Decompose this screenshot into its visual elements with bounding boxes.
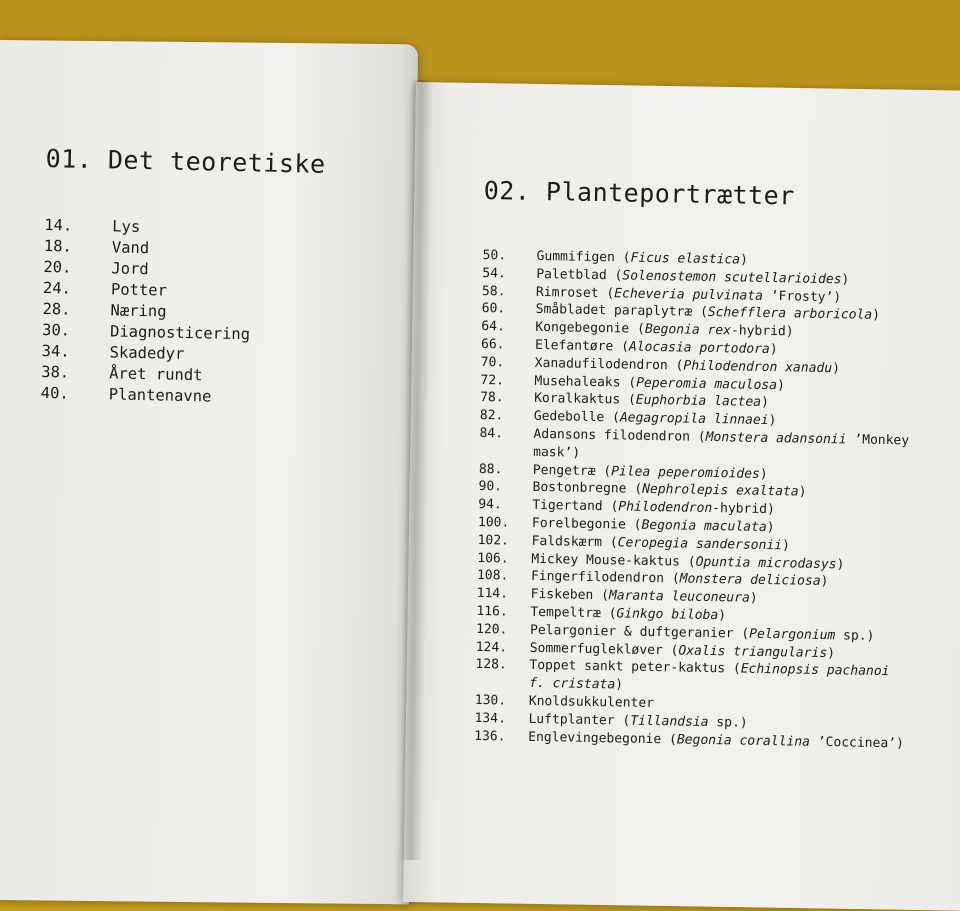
toc-title: Næring <box>110 300 166 322</box>
plant-name-suffix: ) <box>841 272 849 287</box>
page-number: 136. <box>474 727 528 746</box>
plant-name-suffix: -hybrid) <box>712 501 775 517</box>
plant-common-name: Englevingebegonie ( <box>528 729 677 747</box>
plant-latin-name: Pelargonium <box>749 626 835 643</box>
page-number: 88. <box>479 461 533 480</box>
plant-latin-name: Opuntia microdasys <box>696 554 837 571</box>
page-number: 94. <box>478 496 532 515</box>
page-number: 34. <box>41 341 109 363</box>
page-number: 114. <box>477 585 531 604</box>
plant-latin-name: Alocasia portodora <box>629 340 770 357</box>
plant-common-name: Xanadufilodendron ( <box>535 356 684 374</box>
plant-name-suffix: -hybrid) <box>731 324 794 340</box>
plant-common-name: Koralkaktus ( <box>534 391 636 408</box>
plant-name-suffix: ) <box>740 252 748 267</box>
plant-name-suffix: ) <box>782 538 790 553</box>
page-number: 28. <box>42 299 110 321</box>
plant-latin-name: Ficus elastica <box>630 251 740 268</box>
page-number: 90. <box>478 478 532 497</box>
page-number: 100. <box>478 514 532 533</box>
plant-latin-name: Echinopsis pachanoi f. cristata <box>529 662 890 693</box>
plant-common-name: Paletblad ( <box>536 267 622 284</box>
plant-common-name: Tempeltræ ( <box>530 605 616 622</box>
plant-latin-name: Schefflera arboricola <box>708 305 873 323</box>
page-number: 102. <box>477 532 531 551</box>
plant-common-name: Gedebolle ( <box>534 409 620 426</box>
plant-name-suffix: ) <box>615 677 623 692</box>
plant-name-suffix: ) <box>836 557 844 572</box>
plant-latin-name: Maranta leuconeura <box>609 588 750 605</box>
toc-title: Potter <box>111 279 167 301</box>
toc-title: Jord <box>111 258 149 280</box>
plant-name-suffix: ) <box>777 378 785 393</box>
plant-name-suffix: ) <box>767 520 775 535</box>
page-number: 124. <box>476 638 530 657</box>
plant-name-suffix: ) <box>718 608 726 623</box>
toc-title: Lys <box>112 216 140 238</box>
plant-name-suffix: sp.) <box>835 628 874 644</box>
page-number: 54. <box>482 265 536 284</box>
plant-latin-name: Oxalis triangularis <box>678 643 827 661</box>
plant-name-suffix: ) <box>820 574 828 589</box>
plant-latin-name: Aegagropila linnaei <box>620 411 769 429</box>
plant-common-name: Musehaleaks ( <box>534 373 636 390</box>
plant-common-name: Bostonbregne ( <box>532 480 642 497</box>
plant-common-name: Luftplanter ( <box>528 712 630 729</box>
plant-name-suffix: ’Coccinea’) <box>810 734 904 751</box>
page-number: 18. <box>44 236 112 258</box>
plant-latin-name: Euphorbia lactea <box>636 393 761 410</box>
plant-latin-name: Begonia corallina <box>677 732 810 749</box>
toc-title: Diagnosticering <box>110 321 250 345</box>
plant-name-suffix: ) <box>832 361 840 376</box>
plant-latin-name: Philodendron xanadu <box>683 358 832 376</box>
right-page-contents <box>474 176 918 753</box>
plant-common-name: Toppet sankt peter-kaktus ( <box>529 658 741 677</box>
page-number: 82. <box>480 407 534 426</box>
plant-common-name: Mickey Mouse-kaktus ( <box>531 551 696 569</box>
page-number: 20. <box>43 257 111 279</box>
page-number: 106. <box>477 549 531 568</box>
plant-common-name: Pengetræ ( <box>533 462 612 478</box>
page-number: 60. <box>482 300 536 319</box>
plant-name-suffix: ’Monkey mask’) <box>533 432 909 460</box>
plant-name-suffix: ) <box>750 591 758 606</box>
page-number: 50. <box>482 247 536 266</box>
plant-common-name: Småbladet paraplytræ ( <box>536 302 708 320</box>
plant-name-suffix: ’Frosty’) <box>763 288 842 304</box>
plant-common-name: Knoldsukkulenter <box>529 694 654 711</box>
page-number: 24. <box>43 278 111 300</box>
plant-name-suffix: sp.) <box>708 715 747 731</box>
plant-common-name: Rimroset ( <box>536 285 615 301</box>
plant-latin-name: Echeveria pulvinata <box>614 286 763 304</box>
toc-title: Året rundt <box>109 363 203 386</box>
plant-latin-name: Nephrolepis exaltata <box>642 482 799 500</box>
page-number: 72. <box>480 372 534 391</box>
page-number: 64. <box>481 318 535 337</box>
plant-name-suffix: ) <box>760 466 768 481</box>
plant-latin-name: Begonia rex <box>645 322 731 339</box>
plant-common-name: Fiskeben ( <box>531 587 610 603</box>
plant-common-name: Kongebegonie ( <box>535 320 645 337</box>
plant-common-name: Elefantøre ( <box>535 338 629 355</box>
plant-latin-name: Begonia maculata <box>641 518 766 535</box>
plant-latin-name: Monstera adansonii <box>706 430 847 447</box>
plant-portraits-toc-list <box>474 247 917 753</box>
plant-common-name: Tigertand ( <box>532 498 618 515</box>
section-heading-plant-portraits: 02. Planteportrætter <box>483 176 917 213</box>
plant-common-name: Faldskærm ( <box>532 534 618 551</box>
page-number: 30. <box>42 320 110 342</box>
page-number: 84. <box>479 425 534 462</box>
theory-toc-list <box>41 215 325 410</box>
toc-title: Skadedyr <box>109 342 184 365</box>
toc-title: Plantenavne <box>109 384 212 407</box>
plant-latin-name: Tillandsia <box>630 713 709 729</box>
page-number: 38. <box>41 362 109 384</box>
plant-common-name: Forelbegonie ( <box>532 516 642 533</box>
plant-common-name: Fingerfilodendron ( <box>531 569 680 587</box>
page-number: 78. <box>480 389 534 408</box>
page-number: 66. <box>481 336 535 355</box>
plant-latin-name: Monstera deliciosa <box>680 572 821 589</box>
page-number: 108. <box>477 567 531 586</box>
plant-name-suffix: ) <box>768 413 776 428</box>
page-number: 128. <box>475 656 530 693</box>
plant-common-name: Sommerfuglekløver ( <box>530 640 679 658</box>
plant-common-name: Adansons filodendron ( <box>533 427 705 445</box>
plant-latin-name: Pilea peperomioides <box>611 464 760 482</box>
plant-name-suffix: ) <box>761 395 769 410</box>
plant-latin-name: Ginkgo biloba <box>616 606 718 623</box>
page-number: 58. <box>482 283 536 302</box>
plant-latin-name: Ceropegia sandersonii <box>618 535 783 553</box>
plant-name-suffix: ) <box>872 308 880 323</box>
section-heading-theory: 01. Det teoretiske <box>45 144 325 179</box>
plant-common-name: Pelargonier & duftgeranier ( <box>530 623 749 642</box>
plant-latin-name: Philodendron <box>618 500 712 517</box>
plant-latin-name: Solenostemon scutellarioides <box>622 268 841 287</box>
page-number: 130. <box>475 692 529 711</box>
plant-name-suffix: ) <box>799 485 807 500</box>
page-number: 134. <box>474 710 528 729</box>
plant-name-suffix: ) <box>770 342 778 357</box>
left-page-contents <box>41 144 326 410</box>
page-number: 70. <box>481 354 535 373</box>
plant-latin-name: Peperomia maculosa <box>636 375 777 392</box>
page-number: 116. <box>476 603 530 622</box>
page-number: 14. <box>44 215 112 237</box>
page-number: 120. <box>476 621 530 640</box>
plant-common-name: Gummifigen ( <box>536 249 630 266</box>
toc-title: Vand <box>112 237 150 259</box>
plant-name-suffix: ) <box>827 646 835 661</box>
page-number: 40. <box>41 383 109 405</box>
